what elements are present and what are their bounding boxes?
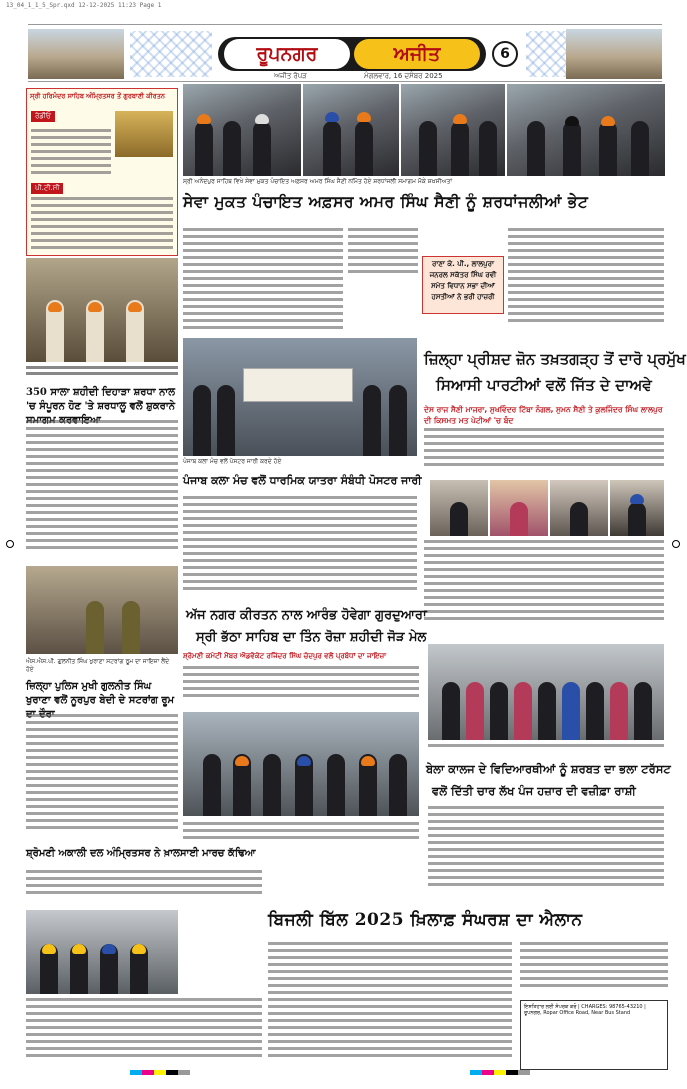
subhead-nagar: ਸ਼੍ਰੋਮਣੀ ਕਮੇਟੀ ਮੈਂਬਰ ਐਡਵੋਕੇਟ ਰਜਿੰਦਰ ਸਿੰਘ ਚੰਦਪੁਰ ਵਲੋਂ ਪ੍ਰਬੰਧਾਂ ਦਾ ਜਾਇਜ਼ਾ (183, 652, 387, 660)
photo-akali-march (26, 910, 178, 994)
caption-police: ਐਸ.ਐਸ.ਪੀ. ਗੁਲਨੀਤ ਸਿੰਘ ਖੁਰਾਣਾ ਸਟਰਾਂਗ ਰੂਮ ਦਾ ਜਾਇਜ਼ਾ ਲੈਂਦੇ ਹੋਏ (26, 658, 170, 673)
article-bela (428, 806, 664, 902)
caption-poster: ਪੰਜਾਬ ਕਲਾ ਮੰਚ ਵਲੋਂ ਪੋਸਟਰ ਜਾਰੀ ਕਰਦੇ ਹੋਏ (183, 458, 282, 465)
article-350 (26, 420, 178, 560)
article-main-col3 (508, 228, 664, 338)
photo-police (26, 566, 178, 654)
headline-akali: ਸ਼੍ਰੋਮਣੀ ਅਕਾਲੀ ਦਲ ਅੰਮ੍ਰਿਤਸਰ ਨੇ ਖ਼ਾਲਸਾਈ ਮਾਰਚ ਕੱਢਿਆ (26, 848, 256, 859)
headline-punjab: ਪੰਜਾਬ ਕਲਾ ਮੰਚ ਵਲੋਂ ਧਾਰਮਿਕ ਯਾਤਰਾ ਸੰਬੰਧੀ ਪੋਸਟਰ ਜਾਰੀ (183, 474, 422, 487)
notice-title: ਸ੍ਰੀ ਹਰਿਮੰਦਰ ਸਾਹਿਬ ਅੰਮ੍ਰਿਤਸਰ ਤੋਂ ਗੁਰਬਾਣੀ ਕੀਰਤਨ (30, 92, 165, 100)
headline-350: 350 ਸਾਲਾ ਸ਼ਹੀਦੀ ਦਿਹਾੜਾ ਸ਼ਰਧਾ ਨਾਲ 'ਚ ਸੰਪੂਰਨ ਹੋਣ 'ਤੇ ਸ਼ਰਧਾਲੂ ਵਲੋਂ ਸ਼ੁਕਰਾਨੇ (26, 387, 175, 412)
photo-candidate-1 (430, 480, 488, 536)
headline-bijli: ਬਿਜਲੀ ਬਿੱਲ 2025 ਖ਼ਿਲਾਫ਼ ਸੰਘਰਸ਼ ਦਾ ਐਲਾਨ (268, 910, 583, 930)
masthead-photo-right (566, 29, 662, 79)
photo-candidate-4 (610, 480, 664, 536)
article-bijli (268, 942, 512, 1066)
photo-bela-college (428, 644, 664, 740)
photo-tribute-2 (303, 84, 399, 176)
photo-candidate-2 (490, 480, 548, 536)
article-bijli-col2 (520, 942, 668, 996)
photo-candidate-3 (550, 480, 608, 536)
photo-punjab-kala-manch (183, 338, 417, 456)
registration-mark (672, 540, 680, 548)
photo-tribute-1 (183, 84, 301, 176)
headline-bela: ਬੇਲਾ ਕਾਲਜ ਦੇ ਵਿਦਿਆਰਥੀਆਂ ਨੂੰ ਸ਼ਰਬਤ ਦਾ ਭਲਾ ਟਰੱਸਟ (426, 762, 671, 776)
color-calibration-bar (470, 1070, 530, 1075)
headline-zila-2: ਸਿਆਸੀ ਪਾਰਟੀਆਂ ਵਲੋਂ ਜਿੱਤ ਦੇ ਦਾਅਵੇ (436, 376, 652, 394)
color-calibration-bar (130, 1070, 190, 1075)
notice-text (31, 129, 111, 179)
imprint-box: ਇਸ਼ਤਿਹਾਰ ਲਈ ਸੰਪਰਕ ਕਰੋ | CHARGES: 98765-43210 | ਰੂਪਨਗਰ, Ropar Office Road, Near Bus Stand (520, 1000, 668, 1070)
golden-temple-photo (115, 111, 173, 157)
headline-main: ਸੇਵਾ ਮੁਕਤ ਪੰਚਾਇਤ ਅਫ਼ਸਰ ਅਮਰ ਸਿੰਘ ਸੈਣੀ ਨੂੰ ਸ਼ਰਧਾਂਜਲੀਆਂ ਭੇਟ (183, 192, 589, 211)
caption-bela (428, 744, 664, 756)
notice-text-2 (31, 197, 173, 253)
article-punjab (183, 496, 417, 600)
masthead-paper: ਅਜੀਤ (354, 39, 480, 69)
registration-mark (6, 540, 14, 548)
article-akali-top (26, 870, 262, 906)
subhead-zila: ਦੇਸ ਰਾਜ ਸੈਣੀ ਮਾਜਰਾ, ਸੁਖਵਿੰਦਰ ਟਿੱਬਾ ਨੰਗਲ, ਸੁਮਨ ਸੈਣੀ ਤੇ ਕੁਲਜਿੰਦਰ ਸਿੰਘ ਲਾਲਪੁਰ ਦੀ ਕਿਸਮਤ ਮਤ ਪੇਟੀਆਂ 'ਚ ਬੰਦ (424, 405, 663, 425)
masthead-date: ਮੰਗਲਵਾਰ, 16 ਦਸੰਬਰ 2025 (364, 72, 443, 80)
notice-tag-ptc: ਪੀ.ਟੀ.ਸੀ (31, 183, 63, 194)
photo-tribute-3 (401, 84, 505, 176)
page-number: 6 (492, 41, 518, 67)
article-akali (26, 998, 262, 1066)
article-nagar (183, 666, 419, 708)
masthead-city: ਰੂਪਨਗਰ (224, 39, 350, 69)
headline-nagar: ਅੱਜ ਨਗਰ ਕੀਰਤਨ ਨਾਲ ਆਰੰਭ ਹੋਵੇਗਾ ਗੁਰਦੁਆਰਾ (186, 608, 427, 623)
headline-nagar-2: ਸ੍ਰੀ ਭੱਠਾ ਸਾਹਿਬ ਦਾ ਤਿੰਨ ਰੋਜ਼ਾ ਸ਼ਹੀਦੀ ਜੋੜ ਮੇਲ (196, 630, 427, 645)
masthead-edition: ਅਜੀਤ ਰੋਪੜ (274, 72, 307, 80)
masthead (28, 24, 662, 82)
article-police (26, 714, 178, 838)
notice-box (26, 88, 178, 256)
photo-kirtan (26, 258, 178, 362)
masthead-pattern-left (130, 31, 212, 77)
masthead-photo-left (28, 29, 124, 79)
photo-nagar-kirtan (183, 712, 419, 816)
headline-bela-2: ਵਲੋਂ ਦਿੱਤੀ ਚਾਰ ਲੱਖ ਪੰਜ ਹਜ਼ਾਰ ਦੀ ਵਜ਼ੀਫ਼ਾ ਰਾਸ਼ੀ (432, 784, 636, 798)
notice-tag-radio: ਰੇਡੀਓ (31, 111, 55, 122)
article-main-col1 (183, 228, 343, 338)
article-main-col2 (348, 228, 418, 338)
caption-top: ਸ੍ਰੀ ਅਨੰਦਪੁਰ ਸਾਹਿਬ ਵਿਖੇ ਸੇਵਾ ਮੁਕਤ ਪੰਚਾਇਤ ਅਫ਼ਸਰ ਅਮਰ ਸਿੰਘ ਸੈਣੀ ਨਮਿੱਤ ਹੋਏ ਸ਼ਰਧਾਂਜਲੀ ਸਮਾਗਮ ਮੌਕੇ ਸ਼ਖ਼ਸੀਅਤਾਂ (183, 178, 453, 185)
pullquote-box: ਰਾਣਾ ਕੇ. ਪੀ., ਲਾਲਪੁਰਾ ਜਨਰਲ ਸਕੱਤਰ ਸਿੰਘ ਰਵੀ ਸਮੇਤ ਵਿਧਾਨ ਸਭਾ ਦੀਆਂ ਹਸਤੀਆਂ ਨੇ ਭਰੀ ਹਾਜ਼ਰੀ (422, 256, 504, 314)
headline-zila: ਜ਼ਿਲ੍ਹਾ ਪ੍ਰੀਸ਼ਦ ਜ਼ੋਨ ਤਖ਼ਤਗੜ੍ਹ ਤੋਂ ਦਾਰੋ ਪ੍ਰਮੁੱਖ (424, 350, 686, 368)
article-zila (424, 540, 664, 628)
headline-police: ਜ਼ਿਲ੍ਹਾ ਪੁਲਿਸ ਮੁਖੀ ਗੁਲਨੀਤ ਸਿੰਘ ਖੁਰਾਣਾ ਵਲੋਂ ਨੂਰਪੁਰ ਬੇਦੀ ਦੇ ਸਟਰਾਂਗ ਰੂਮ (26, 681, 175, 706)
article-zila-top (424, 428, 664, 478)
print-slug: 13_04_1_1_5_Spr.qxd 12-12-2025 11:23 Page 1 (6, 2, 162, 9)
photo-tribute-4 (507, 84, 665, 176)
caption-kirtan (26, 366, 178, 375)
